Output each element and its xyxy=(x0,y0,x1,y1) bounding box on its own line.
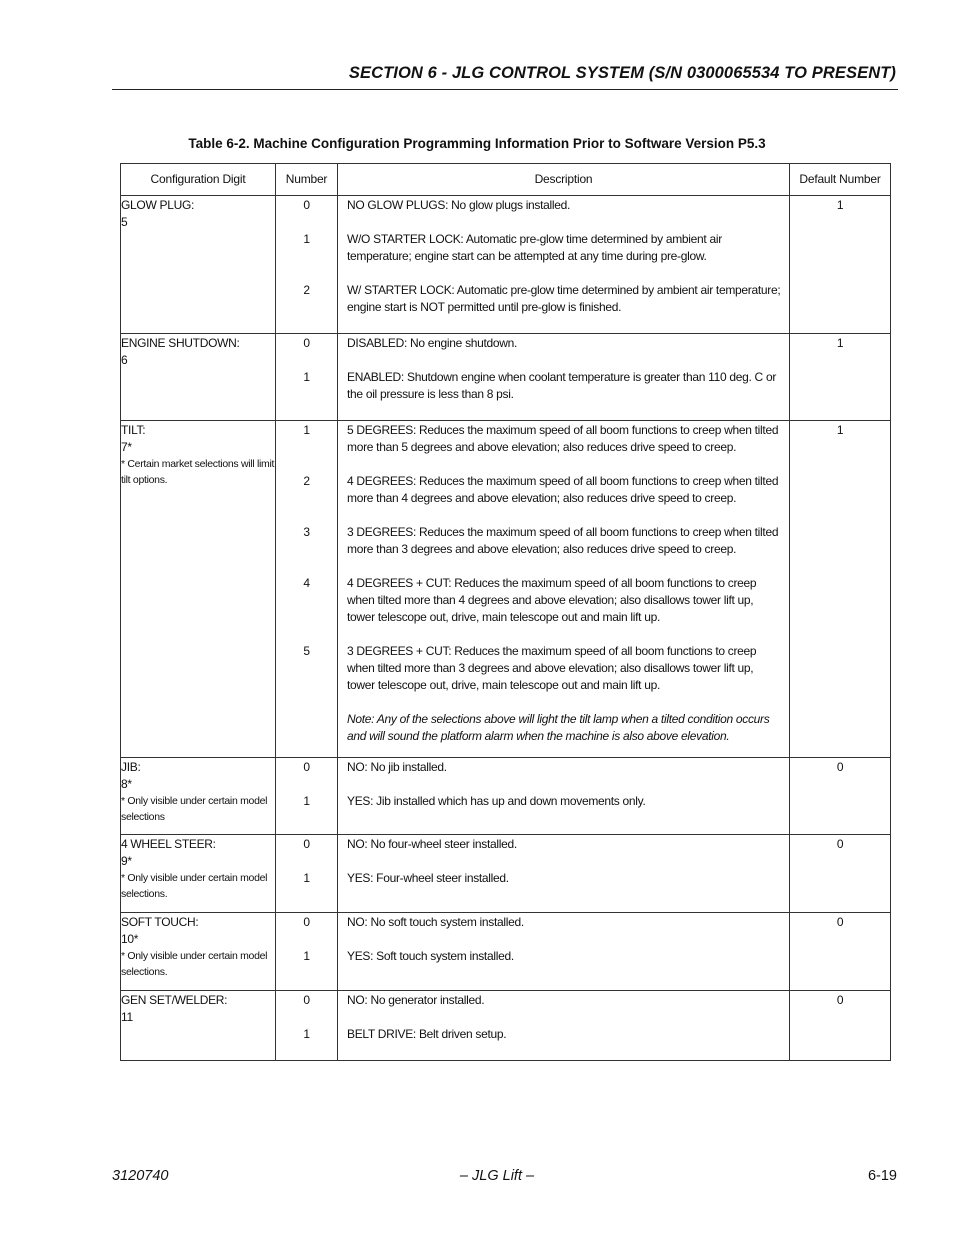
configuration-table xyxy=(120,163,891,1061)
description-entry: YES: Jib installed which has up and down movements only. xyxy=(347,794,646,808)
description-entry: NO GLOW PLUGS: No glow plugs installed. xyxy=(347,198,571,212)
number-entry: 0 xyxy=(303,993,310,1007)
config-name: GEN SET/WELDER: xyxy=(121,993,228,1007)
config-name: ENGINE SHUTDOWN: xyxy=(121,336,240,350)
description-entry: 3 DEGREES + CUT: Reduces the maximum speed of all boom functions to creep when tilted more than 3 degrees and above elevation; also disallows tower lift up, tower telescope out, drive, main telescope out and main lift up. xyxy=(347,644,757,692)
number-entry: 0 xyxy=(303,336,310,350)
number-entry: 4 xyxy=(303,576,310,590)
description-entry: 4 DEGREES: Reduces the maximum speed of all boom functions to creep when tilted more than 4 degrees and above elevation; also reduces drive speed to creep. xyxy=(347,474,779,505)
number-cell xyxy=(276,196,338,334)
description-cell xyxy=(338,421,790,758)
description-entry: NO: No jib installed. xyxy=(347,760,447,774)
table-row xyxy=(121,758,891,835)
number-cell xyxy=(276,913,338,991)
description-entry: 4 DEGREES + CUT: Reduces the maximum speed of all boom functions to creep when tilted more than 4 degrees and above elevation; also disallows tower lift up, tower telescope out, drive, main telescope out and main lift up. xyxy=(347,576,757,624)
description-entry: 3 DEGREES: Reduces the maximum speed of all boom functions to creep when tilted more than 3 degrees and above elevation; also reduces drive speed to creep. xyxy=(347,525,779,556)
number-entry: 1 xyxy=(303,949,310,963)
doc-number: 3120740 xyxy=(112,1168,169,1184)
description-entry: YES: Soft touch system installed. xyxy=(347,949,514,963)
description-entry: BELT DRIVE: Belt driven setup. xyxy=(347,1027,507,1041)
column-header: Default Number xyxy=(790,164,891,196)
default-number-cell: 1 xyxy=(790,421,891,758)
number-entry: 1 xyxy=(303,423,310,437)
config-digit-cell xyxy=(121,758,276,835)
number-entry: 5 xyxy=(303,644,310,658)
column-header: Description xyxy=(338,164,790,196)
default-number-cell: 0 xyxy=(790,913,891,991)
description-cell xyxy=(338,758,790,835)
config-digit-cell xyxy=(121,835,276,913)
number-entry: 1 xyxy=(303,232,310,246)
default-number-cell: 1 xyxy=(790,196,891,334)
number-entry: 1 xyxy=(303,1027,310,1041)
config-name: TILT: xyxy=(121,423,146,437)
config-digit-cell xyxy=(121,421,276,758)
description-entry: W/ STARTER LOCK: Automatic pre-glow time determined by ambient air temperature; engine start is NOT permitted until pre-glow is finished. xyxy=(347,283,781,314)
column-header: Number xyxy=(276,164,338,196)
column-header: Configuration Digit xyxy=(121,164,276,196)
description-entry: 5 DEGREES: Reduces the maximum speed of all boom functions to creep when tilted more than 5 degrees and above elevation; also reduces drive speed to creep. xyxy=(347,423,779,454)
number-cell xyxy=(276,334,338,421)
number-cell xyxy=(276,835,338,913)
config-digit: 5 xyxy=(121,215,128,229)
description-cell xyxy=(338,196,790,334)
description-cell xyxy=(338,913,790,991)
default-number-cell: 0 xyxy=(790,835,891,913)
table-body xyxy=(121,196,891,1061)
number-entry: 0 xyxy=(303,915,310,929)
config-footnote: * Certain market selections will limit tilt options. xyxy=(121,458,275,486)
number-entry: 1 xyxy=(303,370,310,384)
description-entry: NO: No four-wheel steer installed. xyxy=(347,837,517,851)
config-digit-cell xyxy=(121,196,276,334)
config-digit: 10* xyxy=(121,932,139,946)
number-entry: 3 xyxy=(303,525,310,539)
footer-center-text: – JLG Lift – xyxy=(459,1168,535,1184)
number-entry: 1 xyxy=(303,794,310,808)
description-cell xyxy=(338,334,790,421)
table-row xyxy=(121,334,891,421)
number-entry: 2 xyxy=(303,283,310,297)
default-number-cell: 0 xyxy=(790,991,891,1061)
default-number-cell: 1 xyxy=(790,334,891,421)
table-header-row xyxy=(121,164,891,196)
config-digit: 11 xyxy=(121,1010,133,1024)
config-digit-cell xyxy=(121,991,276,1061)
page-number: 6-19 xyxy=(867,1168,897,1184)
description-entry: YES: Four-wheel steer installed. xyxy=(347,871,509,885)
config-name: SOFT TOUCH: xyxy=(121,915,199,929)
table-row xyxy=(121,991,891,1061)
section-title: SECTION 6 - JLG CONTROL SYSTEM (S/N 0300065534 TO PRESENT) xyxy=(348,64,896,82)
number-cell xyxy=(276,421,338,758)
description-entry: W/O STARTER LOCK: Automatic pre-glow time determined by ambient air temperature; engine start can be attempted at any time during pre-glow. xyxy=(347,232,722,263)
config-footnote: * Only visible under certain model selections. xyxy=(121,872,268,900)
description-cell xyxy=(338,991,790,1061)
config-digit: 8* xyxy=(121,777,132,791)
table-title: Table 6-2. Machine Configuration Programming Information Prior to Software Version P5.3 xyxy=(188,136,766,151)
config-digit: 6 xyxy=(121,353,128,367)
number-cell xyxy=(276,991,338,1061)
number-entry: 1 xyxy=(303,871,310,885)
config-name: JIB: xyxy=(121,760,141,774)
number-cell xyxy=(276,758,338,835)
table-row xyxy=(121,913,891,991)
config-digit-cell xyxy=(121,334,276,421)
number-entry: 0 xyxy=(303,198,310,212)
config-name: 4 WHEEL STEER: xyxy=(121,837,216,851)
description-note: Note: Any of the selections above will light the tilt lamp when a tilted condition occurs and will sound the platform alarm when the machine is also above elevation. xyxy=(347,712,770,743)
config-digit-cell xyxy=(121,913,276,991)
description-entry: DISABLED: No engine shutdown. xyxy=(347,336,518,350)
description-entry: ENABLED: Shutdown engine when coolant temperature is greater than 110 deg. C or the oil pressure is less than 8 psi. xyxy=(347,370,777,401)
config-name: GLOW PLUG: xyxy=(121,198,195,212)
config-footnote: * Only visible under certain model selections. xyxy=(121,950,268,978)
description-entry: NO: No soft touch system installed. xyxy=(347,915,524,929)
header-rule xyxy=(112,89,898,90)
config-footnote: * Only visible under certain model selections xyxy=(121,795,268,823)
description-cell xyxy=(338,835,790,913)
number-entry: 2 xyxy=(303,474,310,488)
number-entry: 0 xyxy=(303,837,310,851)
table-row xyxy=(121,196,891,334)
number-entry: 0 xyxy=(303,760,310,774)
description-entry: NO: No generator installed. xyxy=(347,993,485,1007)
config-digit: 7* xyxy=(121,440,132,454)
table-row xyxy=(121,835,891,913)
default-number-cell: 0 xyxy=(790,758,891,835)
table-row xyxy=(121,421,891,758)
config-digit: 9* xyxy=(121,854,132,868)
